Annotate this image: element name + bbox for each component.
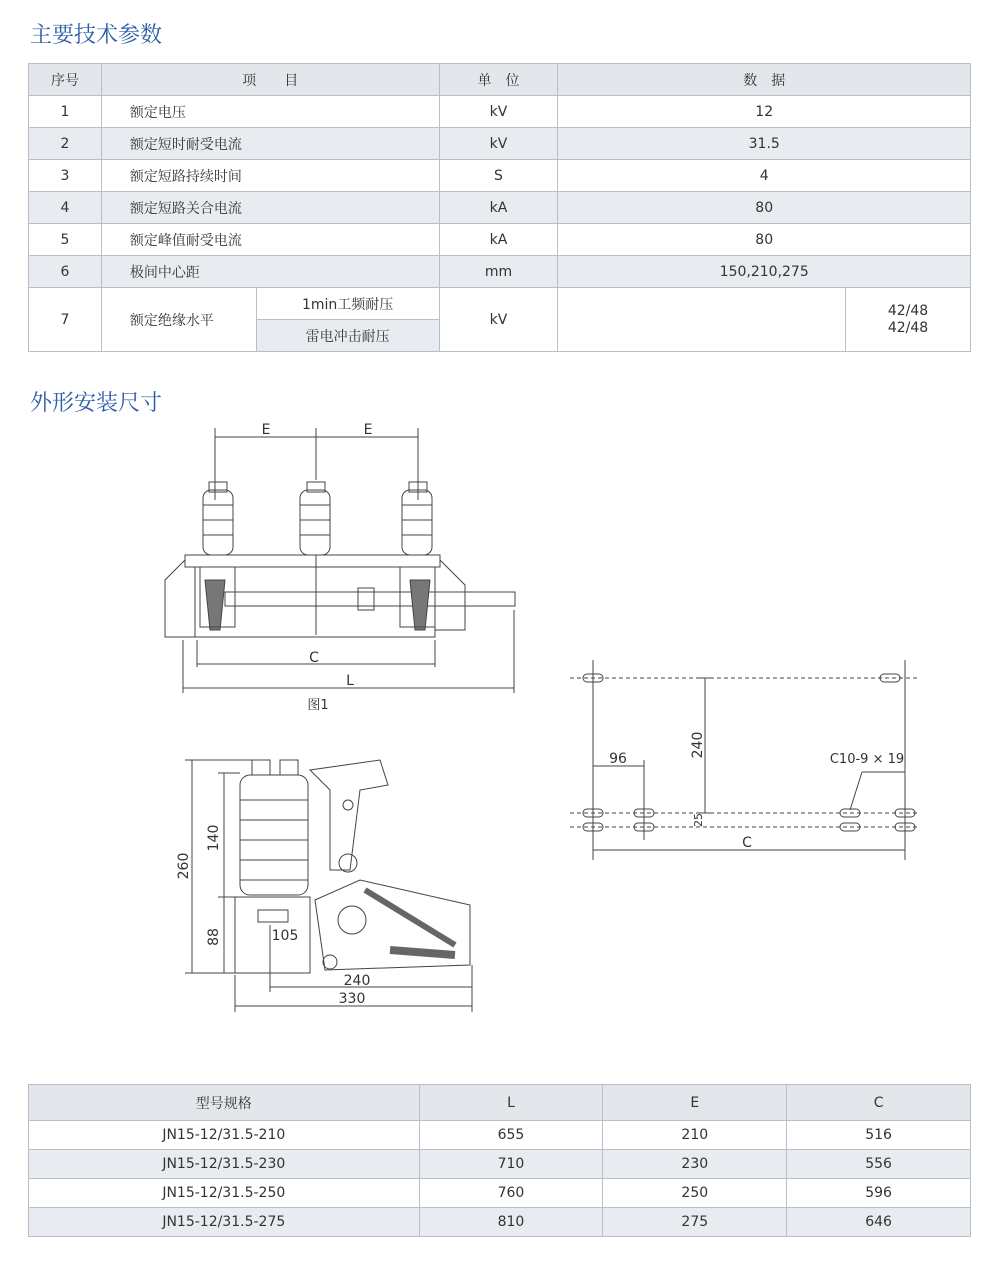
row-value: 31.5 xyxy=(558,128,971,160)
header-unit: 单 位 xyxy=(439,64,558,96)
dim-240-side: 240 xyxy=(343,973,371,989)
row-l: 710 xyxy=(419,1150,603,1179)
row-model: JN15-12/31.5-230 xyxy=(29,1150,420,1179)
row-unit: mm xyxy=(439,256,558,288)
header-e: E xyxy=(603,1085,787,1121)
header-no: 序号 xyxy=(29,64,102,96)
row-l: 810 xyxy=(419,1208,603,1237)
row-item: 额定电压 xyxy=(101,96,439,128)
dim-260: 260 xyxy=(176,852,192,880)
row-value: 80 xyxy=(558,192,971,224)
row-item: 额定绝缘水平 xyxy=(101,288,256,352)
row-no: 3 xyxy=(29,160,102,192)
table-row xyxy=(29,1150,971,1179)
row-e: 230 xyxy=(603,1150,787,1179)
row-no: 5 xyxy=(29,224,102,256)
header-l: L xyxy=(419,1085,603,1121)
row-subitem: 1min工频耐压 xyxy=(256,288,439,320)
row-no: 4 xyxy=(29,192,102,224)
hole-spec: C10-9 × 19 xyxy=(829,752,905,767)
table-row xyxy=(29,1179,971,1208)
side-view-drawing xyxy=(185,760,472,1012)
label-e-left: E xyxy=(261,422,271,438)
models-header-row xyxy=(29,1085,971,1121)
value-line: 42/48 xyxy=(887,319,929,336)
row-no: 2 xyxy=(29,128,102,160)
row-l: 655 xyxy=(419,1121,603,1150)
row-item: 额定短路持续时间 xyxy=(101,160,439,192)
dim-330: 330 xyxy=(338,991,366,1007)
row-no: 7 xyxy=(29,288,102,352)
row-item: 额定短时耐受电流 xyxy=(101,128,439,160)
row-unit: kV xyxy=(439,128,558,160)
row-no: 6 xyxy=(29,256,102,288)
row-value: 12 xyxy=(558,96,971,128)
row-subitem: 雷电冲击耐压 xyxy=(256,320,439,352)
dim-105: 105 xyxy=(271,928,299,944)
row-item: 极间中心距 xyxy=(101,256,439,288)
row-e: 250 xyxy=(603,1179,787,1208)
label-e-right: E xyxy=(363,422,373,438)
dimensions-title: 外形安装尺寸 xyxy=(30,391,163,416)
row-value: 4 xyxy=(558,160,971,192)
label-c-plan: C xyxy=(742,835,752,851)
row-e: 210 xyxy=(603,1121,787,1150)
header-value: 数 据 xyxy=(558,64,971,96)
row-model: JN15-12/31.5-250 xyxy=(29,1179,420,1208)
value-line: 42/48 xyxy=(887,302,929,319)
label-l: L xyxy=(346,673,354,689)
row-unit: kA xyxy=(439,192,558,224)
row-c: 556 xyxy=(787,1150,971,1179)
dim-96: 96 xyxy=(609,751,627,767)
dim-240: 240 xyxy=(690,731,706,759)
row-unit: kA xyxy=(439,224,558,256)
params-title: 主要技术参数 xyxy=(30,23,163,48)
row-model: JN15-12/31.5-275 xyxy=(29,1208,420,1237)
label-c: C xyxy=(309,650,319,666)
row-unit: kV xyxy=(439,96,558,128)
header-c: C xyxy=(787,1085,971,1121)
table-row xyxy=(29,1208,971,1237)
dim-140: 140 xyxy=(206,824,222,852)
row-c: 596 xyxy=(787,1179,971,1208)
row-e: 275 xyxy=(603,1208,787,1237)
row-c: 646 xyxy=(787,1208,971,1237)
row-l: 760 xyxy=(419,1179,603,1208)
row-value: 80 xyxy=(558,224,971,256)
header-item: 项 目 xyxy=(101,64,439,96)
row-item: 额定短路关合电流 xyxy=(101,192,439,224)
row-unit: S xyxy=(439,160,558,192)
row-unit: kV xyxy=(439,288,558,352)
header-model: 型号规格 xyxy=(29,1085,420,1121)
row-no: 1 xyxy=(29,96,102,128)
front-view-drawing xyxy=(165,428,515,693)
models-table xyxy=(28,1084,971,1237)
row-c: 516 xyxy=(787,1121,971,1150)
row-model: JN15-12/31.5-210 xyxy=(29,1121,420,1150)
row-value: 150,210,275 xyxy=(558,256,971,288)
fig1-caption: 图1 xyxy=(307,698,329,713)
row-item: 额定峰值耐受电流 xyxy=(101,224,439,256)
dim-25: 25 xyxy=(692,813,705,827)
table-row xyxy=(29,1121,971,1150)
dim-88: 88 xyxy=(206,928,222,946)
